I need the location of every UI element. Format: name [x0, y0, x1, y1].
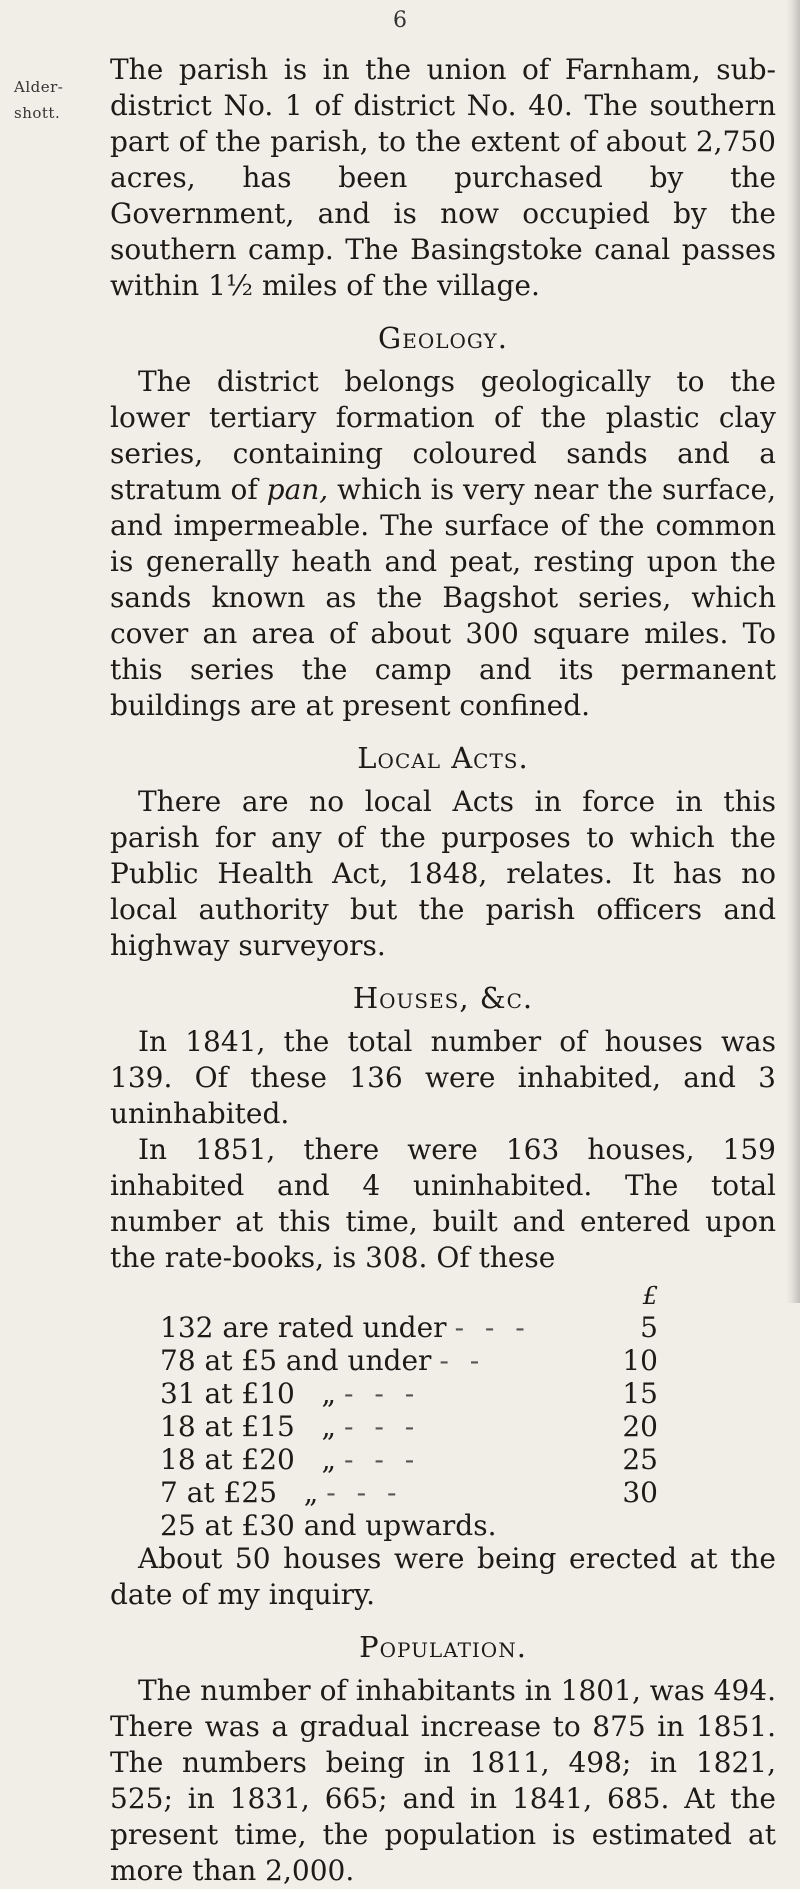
- table-row: [160, 1409, 776, 1442]
- table-row-value: 10: [622, 1344, 658, 1377]
- table-row-leader: - - -: [344, 1377, 421, 1410]
- intro-paragraph: The parish is in the union of Farnham, sub-district No. 1 of district No. 40. The southern part of the parish, to the extent of about 2,750 acres, has been purchased by the Government, and is now occupied by the southern camp. The Basingstoke canal passes within 1½ miles of the village.: [110, 53, 776, 302]
- geology-text-start: The district belongs geologically to the lower tertiary formation of the plastic clay series, containing coloured sands and a stratum of: [110, 365, 776, 506]
- table-row: [160, 1310, 776, 1343]
- table-row-leader: - - -: [344, 1443, 421, 1476]
- houses-heading: Houses, &c.: [352, 981, 534, 1015]
- body-text: [110, 52, 776, 1889]
- table-row: [160, 1442, 776, 1475]
- table-row-leader: - - -: [326, 1476, 403, 1509]
- table-row-label: 18 at £15 „: [160, 1410, 337, 1443]
- table-row-label: 132 are rated under: [160, 1311, 447, 1344]
- houses-paragraph-2: In 1851, there were 163 houses, 159 inhabited and 4 uninhabited. The total number at this time, built and entered upon the rate-books, is 308. Of these: [110, 1133, 776, 1274]
- houses-paragraph-3: About 50 houses were being erected at the date of my inquiry.: [110, 1542, 776, 1611]
- table-row-value: 20: [622, 1410, 658, 1443]
- houses-paragraph-1: In 1841, the total number of houses was 139. Of these 136 were inhabited, and 3 uninhabited.: [110, 1025, 776, 1130]
- table-row: [160, 1343, 776, 1376]
- margin-note-line-2: shott.: [14, 104, 61, 122]
- table-row: [160, 1376, 776, 1409]
- table-row-label: 25 at £30 and upwards.: [160, 1509, 497, 1542]
- table-row-label: 18 at £20 „: [160, 1443, 337, 1476]
- page-number: 6: [393, 8, 407, 33]
- geology-text-italic: pan,: [266, 473, 329, 506]
- table-row-leader: - - -: [454, 1311, 531, 1344]
- margin-note: [14, 74, 94, 126]
- table-row-label: 78 at £5 and under: [160, 1344, 432, 1377]
- margin-note-line-1: Alder-: [14, 78, 64, 96]
- geology-heading: Geology.: [378, 321, 508, 355]
- table-row-value: 15: [622, 1377, 658, 1410]
- page-edge-shadow: [786, 0, 800, 1303]
- local-acts-heading: Local Acts.: [357, 741, 529, 775]
- table-row-label: 7 at £25 „: [160, 1476, 319, 1509]
- population-heading: Population.: [359, 1630, 527, 1664]
- local-acts-paragraph: There are no local Acts in force in this parish for any of the purposes to which the Public Health Act, 1848, relates. It has no local authority but the parish officers and highway surveyors.: [110, 785, 776, 962]
- table-row-label: 31 at £10 „: [160, 1377, 337, 1410]
- table-row: [160, 1475, 776, 1508]
- table-row-value: 25: [622, 1443, 658, 1476]
- table-row-leader: - - -: [344, 1410, 421, 1443]
- rating-table-currency-header: £: [642, 1282, 658, 1310]
- geology-paragraph: [110, 364, 776, 724]
- population-paragraph: The number of inhabitants in 1801, was 494. There was a gradual increase to 875 in 1851. The numbers being in 1811, 498; in 1821, 525; in 1831, 665; and in 1841, 685. At the present time, the population is estimated at more than 2,000.: [110, 1674, 777, 1887]
- table-row-value: 5: [640, 1311, 658, 1344]
- rating-table: [110, 1282, 776, 1541]
- table-row-leader: - -: [439, 1344, 486, 1377]
- table-row: [160, 1508, 776, 1541]
- geology-text-end: which is very near the surface, and impermeable. The surface of the common is generally heath and peat, resting upon the sands known as the Bagshot series, which cover an area of about 300 square miles. To this series the camp and its permanent buildings are at present confined.: [110, 473, 776, 722]
- table-row-value: 30: [622, 1476, 658, 1509]
